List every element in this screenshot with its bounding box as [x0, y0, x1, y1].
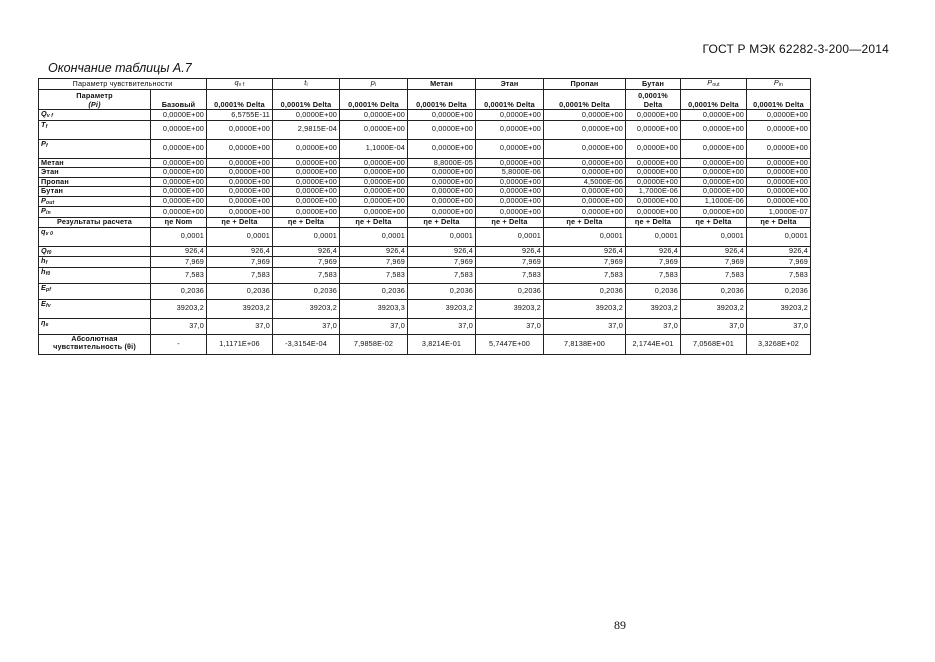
value-cell: 39203,2 — [681, 299, 747, 318]
value-cell: 7,969 — [747, 257, 811, 268]
value-cell: 0,0000E+00 — [408, 207, 476, 218]
value-cell: 0,0000E+00 — [626, 207, 681, 218]
value-cell: 37,0 — [340, 318, 408, 334]
value-cell: 0,0000E+00 — [340, 207, 408, 218]
value-cell: 0,0000E+00 — [408, 187, 476, 197]
value-cell: 0,0000E+00 — [544, 196, 626, 207]
param-column-header: Параметр (Pi) — [39, 90, 151, 110]
delta-header: 0,0001% Delta — [340, 90, 408, 110]
value-cell: 0,0000E+00 — [273, 139, 340, 158]
results-header-row — [39, 217, 811, 227]
row-label: $Q_{v f}$ — [39, 110, 151, 121]
value-cell: 0,0000E+00 — [340, 196, 408, 207]
value-cell: 0,0000E+00 — [476, 196, 544, 207]
value-cell: 0,0000E+00 — [408, 139, 476, 158]
param-row — [39, 187, 811, 197]
value-cell: 0,0000E+00 — [408, 196, 476, 207]
results-column-header: ηe + Delta — [476, 217, 544, 227]
column-header: Пропан — [544, 79, 626, 90]
value-cell: 37,0 — [747, 318, 811, 334]
value-cell: 0,0000E+00 — [340, 168, 408, 178]
value-cell: 0,0000E+00 — [681, 110, 747, 121]
column-header: $t_i$ — [273, 79, 340, 90]
value-cell: 0,0001 — [747, 227, 811, 246]
value-cell: 926,4 — [476, 246, 544, 257]
value-cell: 37,0 — [476, 318, 544, 334]
result-row — [39, 283, 811, 299]
delta-header: 0,0001% Delta — [476, 90, 544, 110]
value-cell: 0,0000E+00 — [207, 187, 273, 197]
row-label: Этан — [39, 168, 151, 178]
result-row — [39, 246, 811, 257]
column-header: Бутан — [626, 79, 681, 90]
value-cell: 0,0000E+00 — [626, 139, 681, 158]
result-row — [39, 257, 811, 268]
results-column-header: ηe + Delta — [747, 217, 811, 227]
value-cell: 39203,2 — [626, 299, 681, 318]
value-cell: 39203,2 — [151, 299, 207, 318]
value-cell: 0,0000E+00 — [408, 110, 476, 121]
value-cell: 7,969 — [544, 257, 626, 268]
value-cell: 7,583 — [681, 267, 747, 283]
value-cell: 926,4 — [626, 246, 681, 257]
value-cell: 39203,2 — [273, 299, 340, 318]
value-cell: 0,0000E+00 — [626, 120, 681, 139]
value-cell: 7,583 — [151, 267, 207, 283]
value-cell: 7,583 — [207, 267, 273, 283]
value-cell: 0,0000E+00 — [207, 207, 273, 218]
delta-header: 0,0001% Delta — [544, 90, 626, 110]
value-cell: 0,0000E+00 — [544, 207, 626, 218]
value-cell: 0,0000E+00 — [151, 158, 207, 168]
value-cell: 0,0000E+00 — [681, 177, 747, 187]
value-cell: 0,0000E+00 — [340, 120, 408, 139]
value-cell: 0,0000E+00 — [207, 177, 273, 187]
param-row — [39, 158, 811, 168]
column-header: $P_{in}$ — [747, 79, 811, 90]
value-cell: 1,7000E-06 — [626, 187, 681, 197]
value-cell: 0,0000E+00 — [151, 187, 207, 197]
results-column-header: ηe + Delta — [626, 217, 681, 227]
value-cell: 0,0000E+00 — [207, 158, 273, 168]
delta-header: 0,0001% Delta — [273, 90, 340, 110]
value-cell: 0,0000E+00 — [681, 168, 747, 178]
value-cell: 926,4 — [544, 246, 626, 257]
results-column-header: ηe + Delta — [340, 217, 408, 227]
value-cell: 1,0000E-07 — [747, 207, 811, 218]
value-cell: 7,969 — [207, 257, 273, 268]
value-cell: 0,0000E+00 — [340, 177, 408, 187]
value-cell: 0,0000E+00 — [476, 158, 544, 168]
row-label: $h_{f0}$ — [39, 267, 151, 283]
value-cell: 0,2036 — [544, 283, 626, 299]
value-cell: 0,0000E+00 — [681, 187, 747, 197]
value-cell: 0,0000E+00 — [273, 168, 340, 178]
value-cell: 0,0000E+00 — [476, 110, 544, 121]
value-cell: 0,2036 — [273, 283, 340, 299]
value-cell: 0,0000E+00 — [544, 187, 626, 197]
value-cell: 0,0000E+00 — [340, 187, 408, 197]
value-cell: 0,2036 — [207, 283, 273, 299]
value-cell: 0,0000E+00 — [747, 120, 811, 139]
value-cell: 0,0000E+00 — [747, 177, 811, 187]
value-cell: 0,0000E+00 — [681, 207, 747, 218]
value-cell: 7,583 — [626, 267, 681, 283]
value-cell: 0,0000E+00 — [151, 168, 207, 178]
row-label: $E_{pf}$ — [39, 283, 151, 299]
value-cell: 0,0000E+00 — [273, 196, 340, 207]
row-label: Пропан — [39, 177, 151, 187]
value-cell: 0,0000E+00 — [476, 187, 544, 197]
delta-header: 0,0001% Delta — [626, 90, 681, 110]
absolute-sensitivity-row — [39, 334, 811, 354]
column-header: Метан — [408, 79, 476, 90]
value-cell: 0,0000E+00 — [626, 196, 681, 207]
value-cell: 926,4 — [681, 246, 747, 257]
value-cell: 3,8214E-01 — [408, 334, 476, 354]
value-cell: 926,4 — [207, 246, 273, 257]
value-cell: 0,0000E+00 — [626, 168, 681, 178]
value-cell: 39203,2 — [747, 299, 811, 318]
value-cell: 926,4 — [151, 246, 207, 257]
standard-designation: ГОСТ Р МЭК 62282-3-200—2014 — [702, 42, 889, 56]
delta-header: 0,0001% Delta — [207, 90, 273, 110]
value-cell: 37,0 — [273, 318, 340, 334]
value-cell: 37,0 — [544, 318, 626, 334]
column-header: $p_i$ — [340, 79, 408, 90]
column-header: $P_{out}$ — [681, 79, 747, 90]
row-label: Метан — [39, 158, 151, 168]
value-cell: 8,8000E-05 — [408, 158, 476, 168]
value-cell: 0,0000E+00 — [151, 139, 207, 158]
value-cell: 7,583 — [408, 267, 476, 283]
value-cell: 7,9858E-02 — [340, 334, 408, 354]
value-cell: 0,0000E+00 — [151, 196, 207, 207]
value-cell: 0,0000E+00 — [681, 158, 747, 168]
value-cell: 0,0000E+00 — [626, 158, 681, 168]
value-cell: 0,2036 — [408, 283, 476, 299]
value-cell: 0,2036 — [340, 283, 408, 299]
column-header: Этан — [476, 79, 544, 90]
value-cell: 0,0001 — [151, 227, 207, 246]
row-label: $E_{fv}$ — [39, 299, 151, 318]
value-cell: 0,0000E+00 — [476, 177, 544, 187]
value-cell: 0,0000E+00 — [476, 139, 544, 158]
value-cell: 1,1171E+06 — [207, 334, 273, 354]
row-label: $Q_{f0}$ — [39, 246, 151, 257]
value-cell: 39203,2 — [408, 299, 476, 318]
delta-header: 0,0001% Delta — [747, 90, 811, 110]
value-cell: 0,0000E+00 — [681, 120, 747, 139]
value-cell: 0,0001 — [273, 227, 340, 246]
value-cell: 1,1000E-04 — [340, 139, 408, 158]
value-cell: 39203,2 — [207, 299, 273, 318]
results-column-header: ηe + Delta — [544, 217, 626, 227]
value-cell: 0,0000E+00 — [340, 158, 408, 168]
value-cell: 0,0001 — [681, 227, 747, 246]
result-row — [39, 227, 811, 246]
value-cell: 37,0 — [207, 318, 273, 334]
value-cell: 0,2036 — [681, 283, 747, 299]
value-cell: 0,2036 — [151, 283, 207, 299]
param-row — [39, 120, 811, 139]
result-row — [39, 267, 811, 283]
row-label: Бутан — [39, 187, 151, 197]
value-cell: 7,969 — [340, 257, 408, 268]
value-cell: 926,4 — [273, 246, 340, 257]
header-row-params — [39, 79, 811, 90]
value-cell: 7,583 — [476, 267, 544, 283]
value-cell: 0,0000E+00 — [747, 110, 811, 121]
param-row — [39, 110, 811, 121]
result-row — [39, 318, 811, 334]
param-row — [39, 207, 811, 218]
value-cell: 0,0000E+00 — [747, 168, 811, 178]
value-cell: 0,2036 — [476, 283, 544, 299]
sensitivity-param-header: Параметр чувствительности — [39, 79, 207, 90]
value-cell: 7,583 — [747, 267, 811, 283]
value-cell: 0,0000E+00 — [151, 207, 207, 218]
delta-header: 0,0001% Delta — [408, 90, 476, 110]
value-cell: 1,1000E-06 — [681, 196, 747, 207]
page-number: 89 — [614, 618, 626, 632]
value-cell: 7,969 — [273, 257, 340, 268]
results-column-header: ηe + Delta — [408, 217, 476, 227]
value-cell: 0,0000E+00 — [544, 158, 626, 168]
value-cell: 0,0000E+00 — [340, 110, 408, 121]
column-header: $q_{v f}$ — [207, 79, 273, 90]
value-cell: 0,0000E+00 — [151, 110, 207, 121]
value-cell: 0,0000E+00 — [626, 177, 681, 187]
value-cell: 39203,3 — [340, 299, 408, 318]
results-column-header: ηe Nom — [151, 217, 207, 227]
value-cell: 37,0 — [626, 318, 681, 334]
value-cell: 0,0000E+00 — [408, 168, 476, 178]
results-column-header: ηe + Delta — [207, 217, 273, 227]
value-cell: 926,4 — [340, 246, 408, 257]
value-cell: 0,0001 — [408, 227, 476, 246]
value-cell: - — [151, 334, 207, 354]
param-row — [39, 139, 811, 158]
value-cell: 3,3268E+02 — [747, 334, 811, 354]
row-label: $\eta_e$ — [39, 318, 151, 334]
value-cell: 0,0000E+00 — [544, 110, 626, 121]
row-label: $P_f$ — [39, 139, 151, 158]
value-cell: -3,3154E-04 — [273, 334, 340, 354]
value-cell: 0,0000E+00 — [544, 139, 626, 158]
value-cell: 0,0000E+00 — [747, 158, 811, 168]
value-cell: 39203,2 — [544, 299, 626, 318]
value-cell: 0,0000E+00 — [544, 168, 626, 178]
value-cell: 0,0000E+00 — [273, 187, 340, 197]
value-cell: 0,0000E+00 — [273, 158, 340, 168]
sensitivity-table — [38, 78, 811, 355]
value-cell: 4,5000E-06 — [544, 177, 626, 187]
row-label: $q_{v 0}$ — [39, 227, 151, 246]
value-cell: 2,1744E+01 — [626, 334, 681, 354]
results-column-header: ηe + Delta — [273, 217, 340, 227]
value-cell: 0,0001 — [340, 227, 408, 246]
param-row — [39, 177, 811, 187]
value-cell: 0,0000E+00 — [207, 120, 273, 139]
row-label: $T_f$ — [39, 120, 151, 139]
value-cell: 7,0568E+01 — [681, 334, 747, 354]
value-cell: 0,0000E+00 — [476, 207, 544, 218]
value-cell: 37,0 — [681, 318, 747, 334]
value-cell: 0,0000E+00 — [207, 139, 273, 158]
value-cell: 5,8000E-06 — [476, 168, 544, 178]
result-row — [39, 299, 811, 318]
value-cell: 0,2036 — [626, 283, 681, 299]
value-cell: 0,0001 — [626, 227, 681, 246]
results-column-header: ηe + Delta — [681, 217, 747, 227]
value-cell: 7,969 — [408, 257, 476, 268]
absolute-sensitivity-label: Абсолютная чувствительность (θi) — [39, 334, 151, 354]
value-cell: 0,0000E+00 — [747, 139, 811, 158]
value-cell: 0,0000E+00 — [408, 177, 476, 187]
value-cell: 7,583 — [544, 267, 626, 283]
value-cell: 7,969 — [681, 257, 747, 268]
value-cell: 0,0000E+00 — [207, 196, 273, 207]
value-cell: 0,0000E+00 — [544, 120, 626, 139]
value-cell: 0,0000E+00 — [207, 168, 273, 178]
value-cell: 7,969 — [626, 257, 681, 268]
value-cell: 0,0000E+00 — [747, 196, 811, 207]
value-cell: 7,583 — [273, 267, 340, 283]
value-cell: 0,2036 — [747, 283, 811, 299]
value-cell: 0,0000E+00 — [747, 187, 811, 197]
value-cell: 7,969 — [476, 257, 544, 268]
value-cell: 926,4 — [747, 246, 811, 257]
value-cell: 7,969 — [151, 257, 207, 268]
row-label: $h_f$ — [39, 257, 151, 268]
value-cell: 2,9815E-04 — [273, 120, 340, 139]
value-cell: 0,0000E+00 — [273, 177, 340, 187]
results-label: Результаты расчета — [39, 217, 151, 227]
value-cell: 37,0 — [408, 318, 476, 334]
value-cell: 0,0001 — [476, 227, 544, 246]
value-cell: 37,0 — [151, 318, 207, 334]
header-row-delta — [39, 90, 811, 110]
param-row — [39, 168, 811, 178]
delta-header: 0,0001% Delta — [681, 90, 747, 110]
value-cell: 0,0000E+00 — [151, 177, 207, 187]
param-row — [39, 196, 811, 207]
value-cell: 0,0000E+00 — [273, 207, 340, 218]
value-cell: 0,0000E+00 — [681, 139, 747, 158]
value-cell: 0,0000E+00 — [408, 120, 476, 139]
value-cell: 6,5755E-11 — [207, 110, 273, 121]
value-cell: 0,0001 — [207, 227, 273, 246]
value-cell: 7,8138E+00 — [544, 334, 626, 354]
table-caption: Окончание таблицы А.7 — [48, 61, 192, 75]
value-cell: 926,4 — [408, 246, 476, 257]
value-cell: 0,0001 — [544, 227, 626, 246]
row-label: $P_{out}$ — [39, 196, 151, 207]
value-cell: 0,0000E+00 — [273, 110, 340, 121]
value-cell: 0,0000E+00 — [626, 110, 681, 121]
value-cell: 7,583 — [340, 267, 408, 283]
value-cell: 39203,2 — [476, 299, 544, 318]
value-cell: 0,0000E+00 — [151, 120, 207, 139]
value-cell: 0,0000E+00 — [476, 120, 544, 139]
delta-header: Базовый — [151, 90, 207, 110]
row-label: $P_{in}$ — [39, 207, 151, 218]
value-cell: 5,7447E+00 — [476, 334, 544, 354]
